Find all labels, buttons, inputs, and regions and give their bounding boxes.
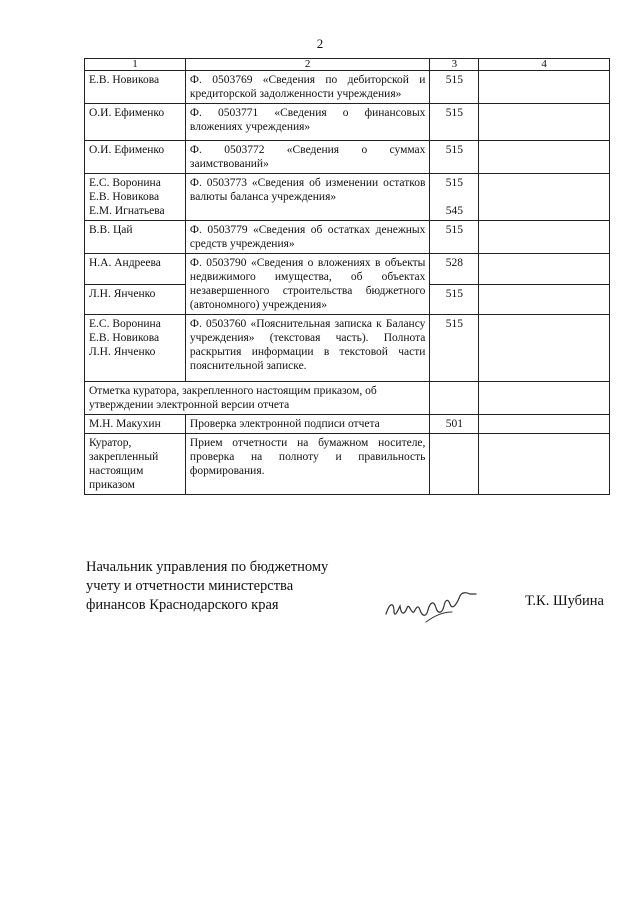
curator-approval-note: Отметка куратора, закрепленного настоящим приказом, об утверждении электронной версии отчета — [85, 382, 430, 415]
note-cell — [479, 221, 610, 254]
responsible-person: В.В. Цай — [85, 221, 186, 254]
signer-name: Т.К. Шубина — [525, 593, 604, 609]
table-row — [85, 71, 610, 104]
responsible-person: Н.А. Андреева — [85, 254, 186, 285]
responsible-person: Е.С. Воронина Е.В. Новикова Л.Н. Янченко — [85, 315, 186, 382]
report-description: Ф. 0503773 «Сведения об изменении остатков валюты баланса учреждения» — [185, 174, 430, 221]
report-code: 515 — [430, 71, 479, 104]
report-code — [430, 434, 479, 495]
report-code: 528 — [430, 254, 479, 285]
report-code: 515 — [430, 141, 479, 174]
report-description: Ф. 0503771 «Сведения о финансовых вложениях учреждения» — [185, 104, 430, 141]
column-header-4: 4 — [479, 59, 610, 71]
report-code: 515 — [430, 285, 479, 315]
note-cell — [479, 315, 610, 382]
report-description: Ф. 0503760 «Пояснительная записка к Балансу учреждения» (текстовая часть). Полнота раскрытия информации в текстовой части пояснительной записке. — [185, 315, 430, 382]
table-row — [85, 174, 610, 221]
note-cell — [479, 174, 610, 221]
note-cell — [479, 434, 610, 495]
position-line: учету и отчетности министерства — [86, 578, 294, 594]
report-table — [84, 58, 610, 495]
report-description: Ф. 0503769 «Сведения по дебиторской и кредиторской задолженности учреждения» — [185, 71, 430, 104]
report-description: Проверка электронной подписи отчета — [185, 415, 430, 434]
responsible-person: Куратор, закрепленный настоящим приказом — [85, 434, 186, 495]
column-header-1: 1 — [85, 59, 186, 71]
note-cell — [479, 71, 610, 104]
table-row — [85, 104, 610, 141]
column-header-3: 3 — [430, 59, 479, 71]
report-code: 515 545 — [430, 174, 479, 221]
responsible-person: М.Н. Макухин — [85, 415, 186, 434]
column-header-2: 2 — [185, 59, 430, 71]
handwritten-signature — [382, 588, 482, 624]
report-code: 515 — [430, 104, 479, 141]
report-description: Прием отчетности на бумажном носителе, проверка на полноту и правильность формирования. — [185, 434, 430, 495]
table-row — [85, 415, 610, 434]
note-cell — [479, 285, 610, 315]
position-line: финансов Краснодарского края — [86, 597, 279, 613]
responsible-person: Е.В. Новикова — [85, 71, 186, 104]
table-header-row — [85, 59, 610, 71]
note-cell — [479, 382, 610, 415]
signatory-position — [86, 558, 328, 615]
page-number: 2 — [316, 36, 324, 51]
position-line: Начальник управления по бюджетному — [86, 559, 329, 575]
table-row — [85, 434, 610, 495]
report-code: 515 — [430, 315, 479, 382]
responsible-person: О.И. Ефименко — [85, 104, 186, 141]
table-row — [85, 315, 610, 382]
curator-approval-row — [85, 382, 610, 415]
responsible-person: О.И. Ефименко — [85, 141, 186, 174]
note-cell — [479, 141, 610, 174]
table-row — [85, 221, 610, 254]
responsible-person: Л.Н. Янченко — [85, 285, 186, 315]
report-description: Ф. 0503779 «Сведения об остатках денежных средств учреждения» — [185, 221, 430, 254]
report-code: 515 — [430, 221, 479, 254]
note-cell — [479, 254, 610, 285]
report-description: Ф. 0503772 «Сведения о суммах заимствований» — [185, 141, 430, 174]
table-row — [85, 254, 610, 285]
note-cell — [479, 104, 610, 141]
report-code: 501 — [430, 415, 479, 434]
report-description: Ф. 0503790 «Сведения о вложениях в объекты недвижимого имущества, об объектах незавершенного строительства бюджетного (автономного) учреждения» — [185, 254, 430, 315]
responsible-person: Е.С. Воронина Е.В. Новикова Е.М. Игнатьева — [85, 174, 186, 221]
report-code — [430, 382, 479, 415]
table-row — [85, 141, 610, 174]
note-cell — [479, 415, 610, 434]
